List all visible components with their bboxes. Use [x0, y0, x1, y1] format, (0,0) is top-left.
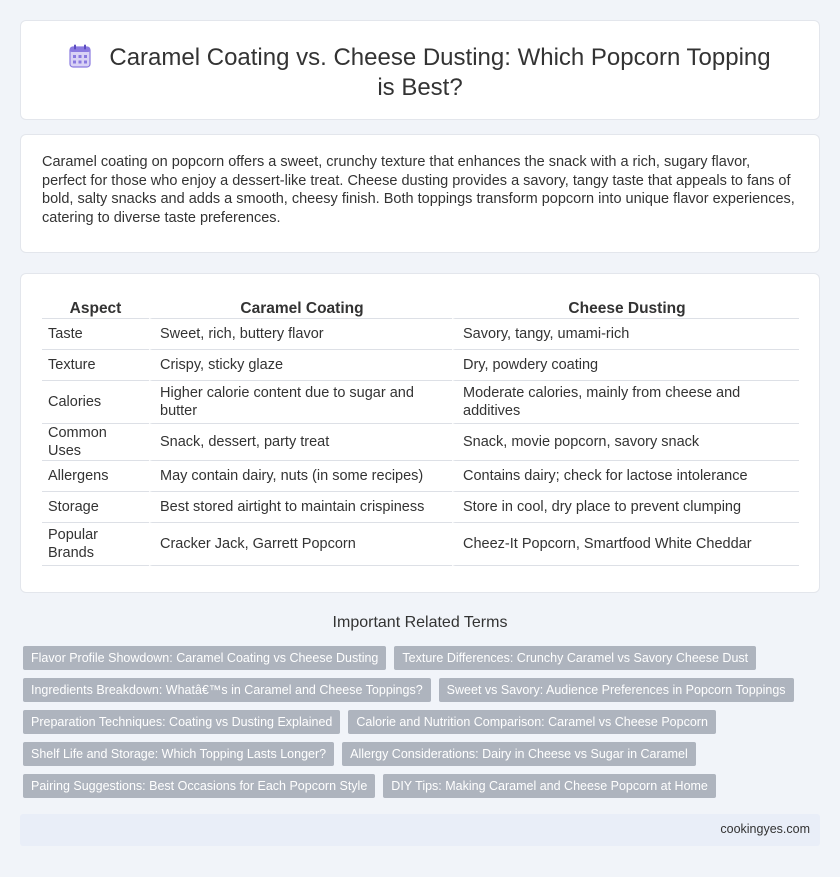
related-term-chip[interactable]: Ingredients Breakdown: Whatâ€™s in Caramel and Cheese Toppings? [23, 678, 431, 702]
related-terms-title: Important Related Terms [332, 614, 508, 631]
related-terms-list [23, 646, 823, 806]
comparison-card [20, 273, 820, 593]
cell-cheese: Snack, movie popcorn, savory snack [452, 424, 799, 461]
related-term-chip[interactable]: Texture Differences: Crunchy Caramel vs Savory Cheese Dust [394, 646, 756, 670]
header-caramel: Caramel Coating [149, 295, 452, 319]
table-row [42, 381, 799, 424]
cell-aspect: Storage [42, 492, 149, 523]
header-aspect: Aspect [42, 295, 149, 319]
table-row [42, 492, 799, 523]
calendar-icon [69, 44, 91, 68]
cell-cheese: Savory, tangy, umami-rich [452, 319, 799, 350]
chip-row [23, 646, 823, 678]
table-header-row [42, 295, 799, 319]
related-term-chip[interactable]: Sweet vs Savory: Audience Preferences in Popcorn Toppings [439, 678, 794, 702]
related-term-chip[interactable]: Allergy Considerations: Dairy in Cheese vs Sugar in Caramel [342, 742, 696, 766]
cell-cheese: Contains dairy; check for lactose intolerance [452, 461, 799, 492]
chip-row [23, 710, 823, 742]
cell-cheese: Store in cool, dry place to prevent clumping [452, 492, 799, 523]
cell-aspect: Popular Brands [42, 523, 149, 566]
intro-card [20, 134, 820, 253]
comparison-table [42, 295, 799, 566]
footer [20, 814, 820, 846]
cell-caramel: Snack, dessert, party treat [149, 424, 452, 461]
table-row [42, 424, 799, 461]
cell-caramel: Higher calorie content due to sugar and butter [149, 381, 452, 424]
table-row [42, 461, 799, 492]
related-term-chip[interactable]: Preparation Techniques: Coating vs Dusting Explained [23, 710, 340, 734]
cell-caramel: Cracker Jack, Garrett Popcorn [149, 523, 452, 566]
header-cheese: Cheese Dusting [452, 295, 799, 319]
footer-site-link[interactable]: cookingyes.com [720, 822, 810, 836]
related-term-chip[interactable]: Calorie and Nutrition Comparison: Caramel vs Cheese Popcorn [348, 710, 716, 734]
title-card [20, 20, 820, 120]
cell-aspect: Taste [42, 319, 149, 350]
cell-cheese: Dry, powdery coating [452, 350, 799, 381]
cell-caramel: Best stored airtight to maintain crispiness [149, 492, 452, 523]
related-term-chip[interactable]: DIY Tips: Making Caramel and Cheese Popcorn at Home [383, 774, 716, 798]
table-row [42, 319, 799, 350]
cell-aspect: Common Uses [42, 424, 149, 461]
cell-caramel: May contain dairy, nuts (in some recipes) [149, 461, 452, 492]
table-row [42, 350, 799, 381]
related-term-chip[interactable]: Flavor Profile Showdown: Caramel Coating vs Cheese Dusting [23, 646, 386, 670]
intro-text: Caramel coating on popcorn offers a sweet, crunchy texture that enhances the snack with a rich, sugary flavor, perfect for those who enjoy a dessert-like treat. Cheese dusting provides a savory, tangy taste that appeals to fans of bold, salty snacks and adds a smooth, cheesy finish. Both toppings transform popcorn into unique flavor experiences, catering to diverse taste preferences. [42, 154, 795, 226]
cell-aspect: Texture [42, 350, 149, 381]
chip-row [23, 678, 823, 710]
cell-aspect: Calories [42, 381, 149, 424]
cell-cheese: Cheez-It Popcorn, Smartfood White Cheddar [452, 523, 799, 566]
chip-row [23, 774, 823, 806]
related-term-chip[interactable]: Pairing Suggestions: Best Occasions for Each Popcorn Style [23, 774, 375, 798]
related-term-chip[interactable]: Shelf Life and Storage: Which Topping Lasts Longer? [23, 742, 334, 766]
cell-aspect: Allergens [42, 461, 149, 492]
cell-cheese: Moderate calories, mainly from cheese and additives [452, 381, 799, 424]
cell-caramel: Crispy, sticky glaze [149, 350, 452, 381]
chip-row [23, 742, 823, 774]
table-row [42, 523, 799, 566]
page-title: Caramel Coating vs. Cheese Dusting: Which Popcorn Topping is Best? [109, 44, 771, 101]
page-title-wrap [61, 43, 779, 103]
cell-caramel: Sweet, rich, buttery flavor [149, 319, 452, 350]
